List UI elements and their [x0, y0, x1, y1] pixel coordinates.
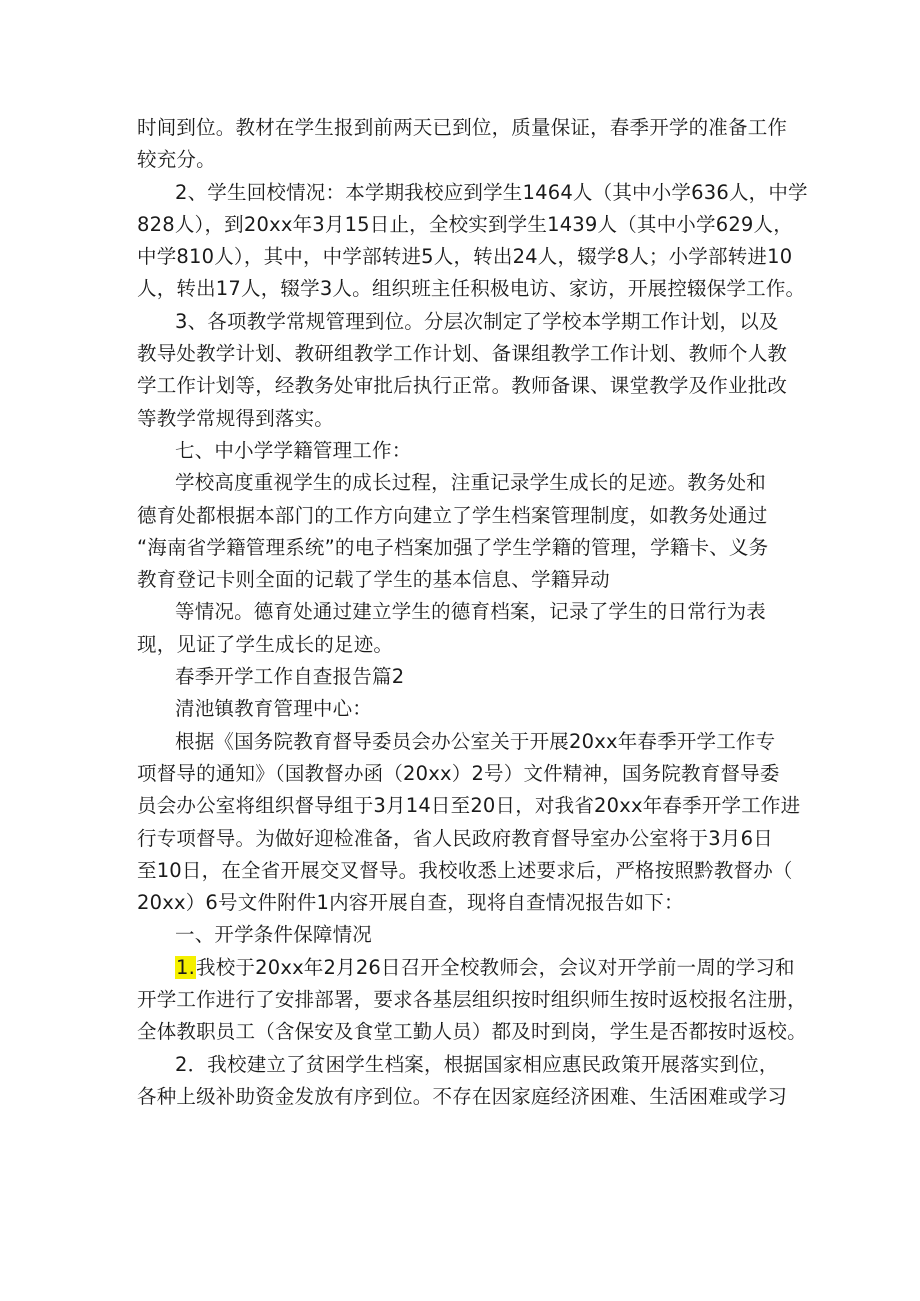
text-line: 开学工作进行了安排部署，要求各基层组织按时组织师生按时返校报名注册， [137, 988, 807, 1012]
text-line: 20xx）6号文件附件1内容开展自查，现将自查情况报告如下： [137, 891, 684, 915]
text-line: 春季开学工作自查报告篇2 [175, 665, 405, 689]
text-line: 人，转出17人，辍学3人。组织班主任积极电访、家访，开展控辍保学工作。 [137, 277, 806, 301]
text-line: 根据《国务院教育督导委员会办公室关于开展20xx年春季开学工作专 [175, 729, 776, 753]
text-line: 现，见证了学生成长的足迹。 [137, 632, 394, 656]
text-line: 教导处教学计划、教研组教学工作计划、备课组教学工作计划、教师个人教 [137, 342, 788, 366]
text-line: 项督导的通知》（国教督办函（20xx）2号）文件精神，国务院教育督导委 [137, 761, 780, 785]
text-line-content: 我校于20xx年2月26日召开全校教师会，会议对开学前一周的学习和 [196, 955, 795, 979]
document-body [137, 112, 808, 1113]
text-line-highlighted [137, 952, 797, 984]
text-line: “海南省学籍管理系统”的电子档案加强了学生学籍的管理，学籍卡、义务 [137, 535, 769, 559]
text-line: 七、中小学学籍管理工作： [175, 438, 412, 462]
text-line: 学校高度重视学生的成长过程，注重记录学生成长的足迹。教务处和 [175, 471, 767, 495]
text-line: 等情况。德育处通过建立学生的德育档案，记录了学生的日常行为表 [175, 600, 767, 624]
text-line: 一、开学条件保障情况 [175, 923, 373, 947]
text-line: 2、学生回校情况：本学期我校应到学生1464人（其中小学636人，中学 [175, 180, 808, 204]
text-line: 至10日，在全省开展交叉督导。我校收悉上述要求后，严格按照黔教督办（ [137, 858, 793, 882]
text-line: 较充分。 [137, 148, 216, 172]
text-line: 中学810人），其中，中学部转进5人，转出24人，辍学8人；小学部转进10 [137, 245, 793, 269]
text-line: 3、各项教学常规管理到位。分层次制定了学校本学期工作计划，以及 [175, 309, 779, 333]
text-line: 行专项督导。为做好迎检准备，省人民政府教育督导室办公室将于3月6日 [137, 826, 773, 850]
text-line: 清池镇教育管理中心： [175, 697, 373, 721]
text-line: 全体教职员工（含保安及食堂工勤人员）都及时到岗，学生是否都按时返校。 [137, 1020, 807, 1044]
text-line: 学工作计划等，经教务处审批后执行正常。教师备课、课堂教学及作业批改 [137, 374, 788, 398]
highlighted-list-marker: 1. [176, 955, 196, 979]
text-line: 员会办公室将组织督导组于3月14日至20日，对我省20xx年春季开学工作进 [137, 794, 801, 818]
text-line: 等教学常规得到落实。 [137, 406, 335, 430]
text-line: 828人），到20xx年3月15日止，全校实到学生1439人（其中小学629人， [137, 212, 793, 236]
text-line: 教育登记卡则全面的记载了学生的基本信息、学籍异动 [137, 568, 610, 592]
text-line: 2．我校建立了贫困学生档案，根据国家相应惠民政策开展落实到位， [175, 1052, 779, 1076]
text-line: 各种上级补助资金发放有序到位。不存在因家庭经济困难、生活困难或学习 [137, 1084, 788, 1108]
text-line: 时间到位。教材在学生报到前两天已到位，质量保证，春季开学的准备工作 [137, 116, 788, 139]
text-line: 德育处都根据本部门的工作方向建立了学生档案管理制度，如教务处通过 [137, 503, 768, 527]
